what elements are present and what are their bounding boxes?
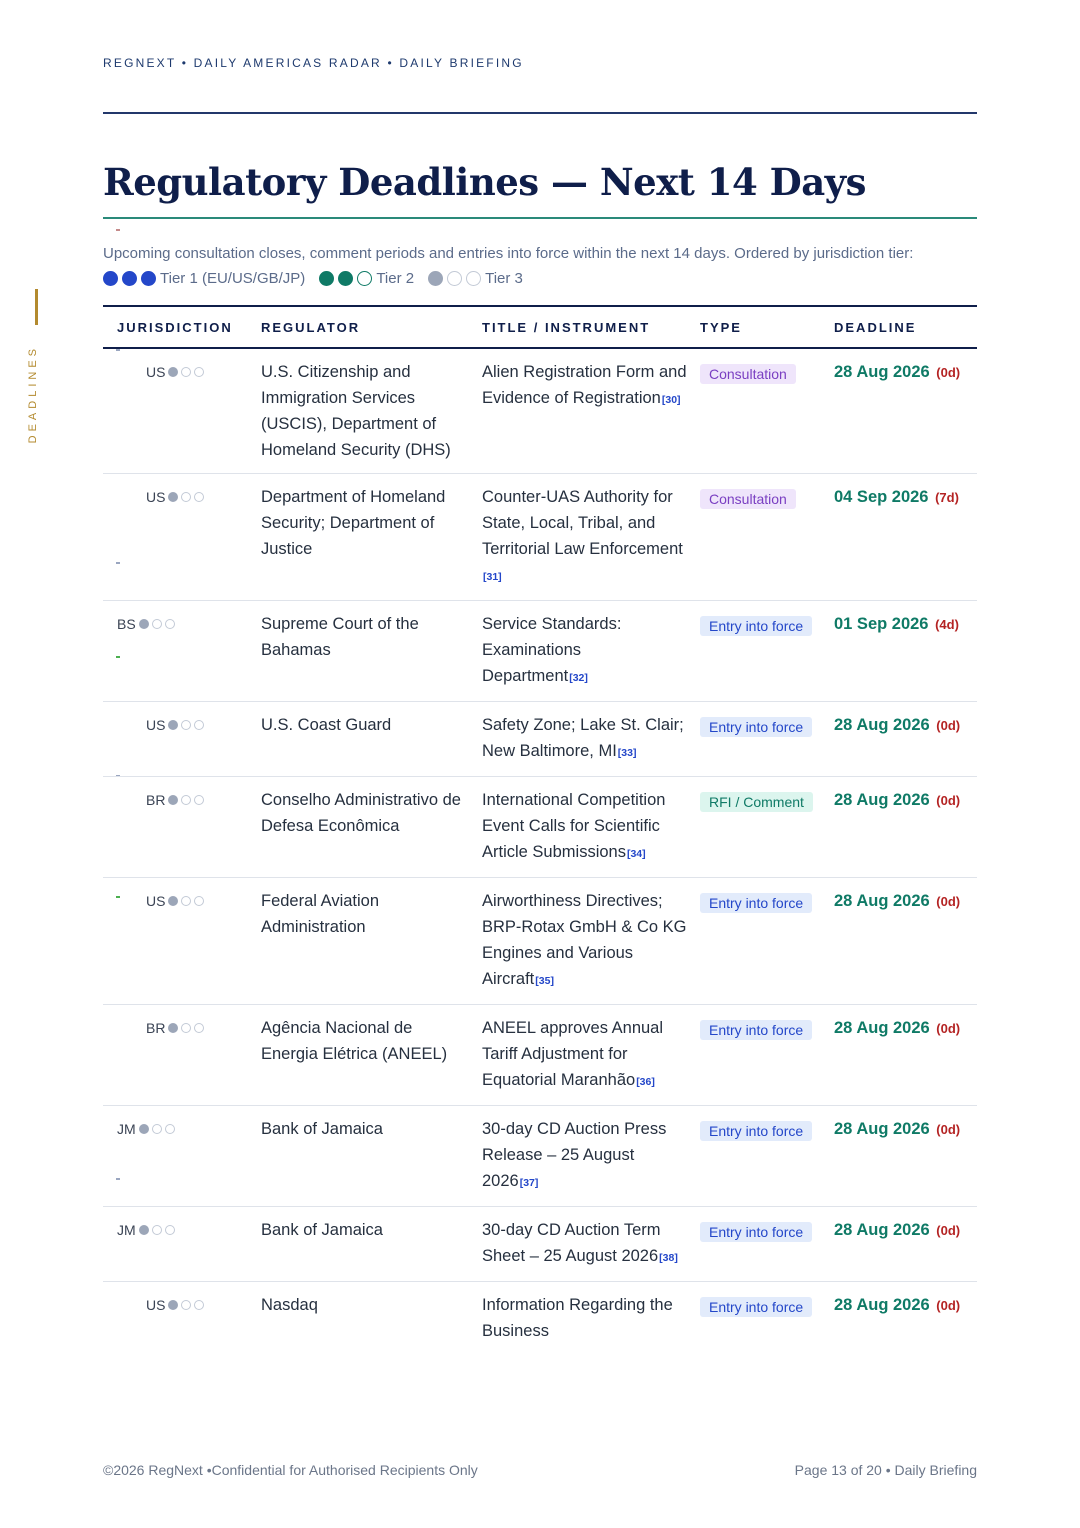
reference-link[interactable]: [33] <box>617 747 637 759</box>
tier-dot-empty-icon <box>194 1300 204 1310</box>
tier-dot-icon <box>319 271 334 286</box>
tier-dot-icon <box>122 271 137 286</box>
tier-dot-empty-icon <box>165 1124 175 1134</box>
legend-tier2-label: Tier 2 <box>376 270 415 287</box>
deadline-cell <box>834 777 977 878</box>
tier-dot-icon <box>139 1225 149 1235</box>
instrument-title: Counter-UAS Authority for State, Local, Tribal, and Territorial Law Enforcement <box>482 488 683 558</box>
tier-dot-empty-icon <box>194 492 204 502</box>
regulator-cell: Bank of Jamaica <box>261 1120 383 1138</box>
tier-dot-empty-icon <box>194 896 204 906</box>
instrument-title: International Competition Event Calls for Scientific Article Submissions <box>482 791 666 861</box>
reference-link[interactable]: [35] <box>535 975 554 987</box>
table-row <box>103 1207 977 1282</box>
type-cell <box>700 702 834 777</box>
page-title: Regulatory Deadlines — Next 14 Days <box>103 160 867 204</box>
tier-dot-icon <box>338 271 353 286</box>
deadlines-table <box>103 305 977 1356</box>
title-cell <box>482 348 700 474</box>
tier-dot-empty-icon <box>447 271 462 286</box>
title-cell <box>482 702 700 777</box>
instrument-title: Service Standards: Examinations Department <box>482 615 622 685</box>
deadline-date: 28 Aug 2026 <box>834 1296 930 1314</box>
deadline-offset: (0d) <box>936 1122 961 1137</box>
instrument-title: ANEEL approves Annual Tariff Adjustment for Equatorial Maranhão <box>482 1019 664 1089</box>
table-row <box>103 702 977 777</box>
deadline-cell <box>834 601 977 702</box>
regulator-cell: Conselho Administrativo de Defesa Econômica <box>261 791 461 835</box>
deadline-offset: (0d) <box>936 793 961 808</box>
type-cell <box>700 348 834 474</box>
deadline-offset: (0d) <box>936 1021 961 1036</box>
deadline-date: 04 Sep 2026 <box>834 488 929 506</box>
deadline-cell <box>834 348 977 474</box>
jurisdiction-code: US <box>146 364 166 380</box>
footer-page-info: Page 13 of 20 • Daily Briefing <box>794 1462 977 1478</box>
deadline-cell <box>834 1005 977 1106</box>
legend-tier1-label: Tier 1 (EU/US/GB/JP) <box>160 270 306 287</box>
footer-copyright: ©2026 RegNext •Confidential for Authorised Recipients Only <box>103 1462 478 1478</box>
jurisdiction-code: JM <box>117 1121 136 1137</box>
instrument-title: Information Regarding the Business <box>482 1296 673 1340</box>
tier-dot-icon <box>168 720 178 730</box>
deadline-date: 28 Aug 2026 <box>834 791 930 809</box>
reference-link[interactable]: [30] <box>661 394 681 406</box>
regulator-cell: Nasdaq <box>261 1296 318 1314</box>
jurisdiction-cell <box>146 1292 204 1318</box>
tier-dot-empty-icon <box>181 492 191 502</box>
tier-dot-empty-icon <box>194 367 204 377</box>
side-tab-label: DEADLINES <box>27 345 39 444</box>
deadline-offset: (4d) <box>935 617 959 632</box>
jurisdiction-code: US <box>146 717 166 733</box>
table-row <box>103 777 977 878</box>
tier-dot-empty-icon <box>194 795 204 805</box>
reference-link[interactable]: [34] <box>626 848 646 860</box>
title-cell <box>482 1282 700 1357</box>
regulator-cell: U.S. Citizenship and Immigration Services (USCIS), Department of Homeland Security (DHS) <box>261 363 451 459</box>
jurisdiction-cell <box>146 787 204 813</box>
table-row <box>103 348 977 474</box>
type-badge: Consultation <box>700 364 796 384</box>
instrument-title: Alien Registration Form and Evidence of Registration <box>482 363 687 407</box>
tier-dot-empty-icon <box>165 619 175 629</box>
tier-dot-empty-icon <box>194 720 204 730</box>
deadline-cell <box>834 1282 977 1357</box>
tier-dot-empty-icon <box>181 795 191 805</box>
title-cell <box>482 878 700 1005</box>
table-row <box>103 1005 977 1106</box>
legend-tier3 <box>428 266 523 291</box>
table-row <box>103 474 977 601</box>
intro-text: Upcoming consultation closes, comment periods and entries into force within the next 14 days. Ordered by jurisdiction tier: <box>103 245 914 262</box>
deadline-cell <box>834 474 977 601</box>
jurisdiction-code: JM <box>117 1222 136 1238</box>
type-cell <box>700 1282 834 1357</box>
tier-dot-empty-icon <box>194 1023 204 1033</box>
table-header-row <box>103 306 977 348</box>
type-badge: Entry into force <box>700 616 812 636</box>
margin-mark <box>116 229 120 231</box>
type-cell <box>700 878 834 1005</box>
deadline-cell <box>834 1207 977 1282</box>
instrument-title: 30-day CD Auction Press Release – 25 August 2026 <box>482 1120 667 1190</box>
tier-dot-icon <box>168 896 178 906</box>
deadline-date: 28 Aug 2026 <box>834 1019 930 1037</box>
tier-dot-empty-icon <box>152 619 162 629</box>
tier-dot-icon <box>168 492 178 502</box>
reference-link[interactable]: [36] <box>636 1076 655 1088</box>
deadline-date: 28 Aug 2026 <box>834 1221 930 1239</box>
instrument-title: Airworthiness Directives; BRP-Rotax GmbH & Co KG Engines and Various Aircraft <box>482 892 687 988</box>
table-row <box>103 1282 977 1357</box>
tier-dot-icon <box>168 1300 178 1310</box>
col-header-deadline: DEADLINE <box>834 319 917 335</box>
deadline-offset: (0d) <box>936 894 961 909</box>
table-row <box>103 878 977 1005</box>
regulator-cell: Agência Nacional de Energia Elétrica (ANEEL) <box>261 1019 448 1063</box>
jurisdiction-code: BR <box>146 1020 166 1036</box>
header-eyebrow: REGNEXT • DAILY AMERICAS RADAR • DAILY BRIEFING <box>103 56 524 70</box>
deadline-cell <box>834 702 977 777</box>
jurisdiction-cell <box>146 359 204 385</box>
regulator-cell: Department of Homeland Security; Department of Justice <box>261 488 446 558</box>
jurisdiction-cell <box>146 1015 204 1041</box>
tier-dot-icon <box>168 795 178 805</box>
deadline-date: 28 Aug 2026 <box>834 716 930 734</box>
deadline-offset: (0d) <box>936 1223 961 1238</box>
table-body <box>103 348 977 1356</box>
jurisdiction-code: US <box>146 893 166 909</box>
regulator-cell: U.S. Coast Guard <box>261 716 392 734</box>
type-cell <box>700 1106 834 1207</box>
col-header-title: TITLE / INSTRUMENT <box>482 319 651 335</box>
tier-dot-icon <box>103 271 118 286</box>
deadline-offset: (0d) <box>936 365 961 380</box>
table-row <box>103 601 977 702</box>
type-cell <box>700 1005 834 1106</box>
type-badge: Entry into force <box>700 893 812 913</box>
deadline-date: 28 Aug 2026 <box>834 1120 930 1138</box>
type-cell <box>700 1207 834 1282</box>
title-cell <box>482 1207 700 1282</box>
legend-tier1 <box>103 266 305 291</box>
reference-link[interactable]: [32] <box>569 672 588 684</box>
tier-dot-icon <box>139 619 149 629</box>
reference-link[interactable]: [31] <box>483 571 502 583</box>
deadline-offset: (0d) <box>936 1298 961 1313</box>
type-badge: Entry into force <box>700 1121 812 1141</box>
reference-link[interactable]: [38] <box>659 1252 678 1264</box>
deadline-date: 28 Aug 2026 <box>834 892 930 910</box>
header-rule <box>103 112 977 114</box>
jurisdiction-cell <box>117 1217 175 1243</box>
jurisdiction-cell <box>117 1116 175 1142</box>
jurisdiction-cell <box>117 611 175 637</box>
tier-dot-empty-icon <box>152 1124 162 1134</box>
tier-dot-empty-icon <box>165 1225 175 1235</box>
type-cell <box>700 601 834 702</box>
jurisdiction-code: US <box>146 1297 166 1313</box>
tier-dot-empty-icon <box>181 896 191 906</box>
deadline-offset: (0d) <box>936 718 961 733</box>
jurisdiction-cell <box>146 712 204 738</box>
type-badge: Entry into force <box>700 1020 812 1040</box>
tier-dot-empty-icon <box>181 1300 191 1310</box>
jurisdiction-code: US <box>146 489 166 505</box>
type-badge: RFI / Comment <box>700 792 813 812</box>
deadline-cell <box>834 1106 977 1207</box>
jurisdiction-code: BS <box>117 616 136 632</box>
instrument-title: 30-day CD Auction Term Sheet – 25 August 2026 <box>482 1221 661 1265</box>
regulator-cell: Supreme Court of the Bahamas <box>261 615 419 659</box>
jurisdiction-cell <box>146 888 204 914</box>
title-cell <box>482 1005 700 1106</box>
legend-tier3-label: Tier 3 <box>485 270 523 287</box>
col-header-regulator: REGULATOR <box>261 319 361 335</box>
tier-dot-empty-icon <box>466 271 481 286</box>
deadline-cell <box>834 878 977 1005</box>
title-cell <box>482 601 700 702</box>
col-header-jurisdiction: JURISDICTION <box>117 319 233 335</box>
table-row <box>103 1106 977 1207</box>
deadline-date: 01 Sep 2026 <box>834 615 929 633</box>
title-cell <box>482 1106 700 1207</box>
intro-block <box>103 241 977 291</box>
reference-link[interactable]: [37] <box>519 1177 539 1189</box>
tier-dot-empty-icon <box>181 1023 191 1033</box>
type-badge: Entry into force <box>700 1297 812 1317</box>
tier-dot-empty-icon <box>357 271 372 286</box>
type-cell <box>700 777 834 878</box>
tier-dot-icon <box>168 1023 178 1033</box>
type-badge: Consultation <box>700 489 796 509</box>
instrument-title: Safety Zone; Lake St. Clair; New Baltimore, MI <box>482 716 684 760</box>
tier-dot-icon <box>428 271 443 286</box>
type-badge: Entry into force <box>700 717 812 737</box>
tier-dot-icon <box>168 367 178 377</box>
title-rule <box>103 217 977 219</box>
tier-dot-empty-icon <box>181 367 191 377</box>
tier-dot-icon <box>139 1124 149 1134</box>
title-cell <box>482 777 700 878</box>
deadline-offset: (7d) <box>935 490 959 505</box>
title-cell <box>482 474 700 601</box>
tier-dot-empty-icon <box>152 1225 162 1235</box>
type-badge: Entry into force <box>700 1222 812 1242</box>
jurisdiction-cell <box>146 484 204 510</box>
tier-dot-icon <box>141 271 156 286</box>
deadline-date: 28 Aug 2026 <box>834 363 930 381</box>
side-tab-marker <box>35 289 38 325</box>
tier-dot-empty-icon <box>181 720 191 730</box>
legend-tier2 <box>319 266 414 291</box>
regulator-cell: Bank of Jamaica <box>261 1221 383 1239</box>
tier-legend <box>103 266 977 291</box>
type-cell <box>700 474 834 601</box>
regulator-cell: Federal Aviation Administration <box>261 892 380 936</box>
jurisdiction-code: BR <box>146 792 166 808</box>
col-header-type: TYPE <box>700 319 742 335</box>
